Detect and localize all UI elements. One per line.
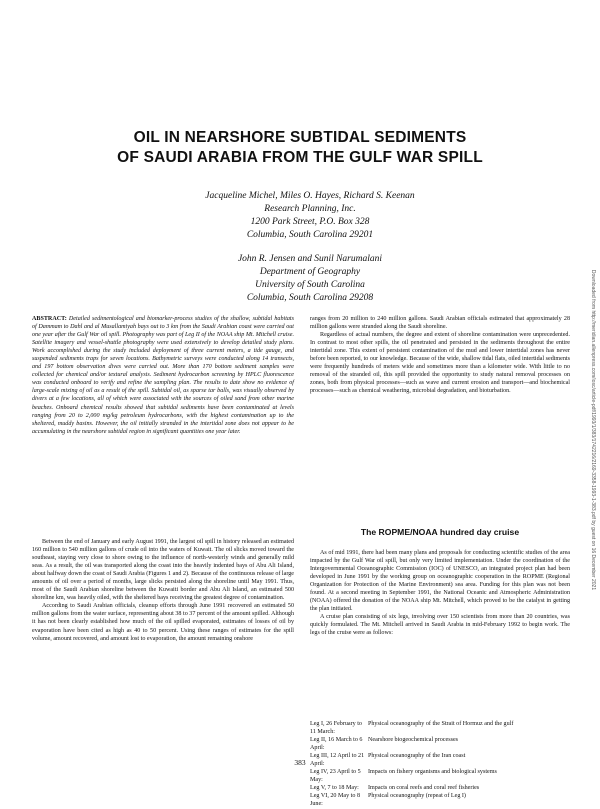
list-item bbox=[310, 768, 570, 784]
leg-label: Leg VI, 20 May to 8 June: bbox=[310, 793, 360, 808]
download-note: Downloaded from http://meridian.allenpress.com/iosc/article-pdf/1993/1/383/1742216/2169-3358-1993-1-383.pdf by guest on 16 December 2021 bbox=[590, 269, 596, 591]
leg-label: Leg II, 16 March to 6 April: bbox=[310, 737, 363, 752]
right-column-top bbox=[310, 315, 570, 395]
address-2: University of South Carolina bbox=[255, 280, 365, 290]
page-number: 383 bbox=[294, 758, 306, 767]
leg-label: Leg III, 12 April to 21 April: bbox=[310, 753, 365, 768]
right-paragraph-3: As of mid 1991, there had been many plans and proposals for conducting scientific studies of the area impacted by the Gulf War oil spill, but only very limited implementation. Under the coordination of the Intergovernmental Oceanographic Commission (IOC) of UNESCO, an integrated project plan had been developed in June 1991 by the working group on oceanographic cooperation in the ROPME (Regional Organization for Protection of the Marine Environment) sea area. Funding for this plan was not been found. At a second meeting in September 1991, the National Oceanic and Atmospheric Administration (NOAA) offered the donation of the NOAA ship Mt. Mitchell, which proved to be the catalyst in getting the plan initiated. bbox=[310, 550, 570, 613]
author-block-1 bbox=[150, 190, 470, 242]
leg-label: Leg V, 7 to 18 May: bbox=[310, 785, 359, 792]
address-1: 1200 Park Street, P.O. Box 328 bbox=[250, 217, 370, 227]
right-column-bottom bbox=[310, 549, 570, 638]
affiliation-2: Department of Geography bbox=[259, 267, 361, 277]
leg-text: Physical oceanography of the Strait of Hormuz and the gulf bbox=[368, 721, 514, 727]
left-column bbox=[32, 315, 294, 436]
list-item bbox=[310, 736, 570, 752]
leg-text: Impacts on fishery organisms and biological systems bbox=[368, 769, 497, 776]
leg-text: Physical oceanography (repeat of Leg I) bbox=[368, 793, 466, 800]
list-item bbox=[310, 792, 570, 808]
leg-text: Physical oceanography of the Iran coast bbox=[368, 753, 466, 760]
leg-label: Leg I, 26 February to 11 March: bbox=[310, 721, 362, 736]
right-paragraph-2: Regardless of actual numbers, the degree and extent of shoreline contamination were unprecedented. In contrast to most other spills, the oil penetrated and persisted in the sediments throughout the entire intertidal zone. This extent of persistent contamination of the mud and lower intertidal zones has never before been reported, to our knowledge. Because of the wide, shallow tidal flats, oiled intertidal sediments were frequently hundreds of meters wide and sometimes more than a kilometer wide. With little to no removal of the stranded oil, this spill provided the opportunity to study natural removal processes on zones, both from physical processes—such as wave and current erosion and transport—and biochemical processes—such as chemical weathering, microbial degradation, and bioturbation. bbox=[310, 332, 570, 395]
leg-text: Impacts on coral reefs and coral reef fisheries bbox=[368, 785, 480, 792]
list-item bbox=[310, 720, 570, 736]
leg-text: Nearshore biogeochemical processes bbox=[368, 737, 459, 744]
intro-paragraph-1: Between the end of January and early August 1991, the largest oil spill in history released an estimated 160 million to 540 million gallons of crude oil into the waters of Kuwait. The oil slicks moved toward the southeast, staying very close to shore owing to the influence of north-westerly winds and generally mild seas. As a result, the oil was transported along the coast into the heavily indented bays of Abu Ali Island, about halfway down the coast of Saudi Arabia (Figures 1 and 2). Because of the continuous release of large amounts of oil over a period of months, large slicks persisted along the shoreline until May 1991. Thus, most of the Saudi Arabian shoreline between the Kuwaiti border and Abu Ali Island, an estimated 500 shoreline km, was heavily oiled, with the sheltered bays receiving the greatest degree of contamination. bbox=[32, 539, 294, 602]
leg-label: Leg IV, 23 April to 5 May: bbox=[310, 769, 361, 784]
affiliation-1: Research Planning, Inc. bbox=[264, 204, 356, 214]
intro-column bbox=[32, 538, 294, 643]
abstract-text: Detailed sedimentological and biomarker-process studies of the shallow, subtidal habitats of Dammam to Dahl and al Musallamiyah bays out to 3 km from the Saudi Arabian coast were carried out one year after the Gulf War oil spill. Photography was part of Leg II of the NOAA ship Mt. Mitchell cruise. Satellite imagery and vessel-shuttle photography were used extensively to develop detailed study plans. Work accomplished during the study included deployment of three current meters, a tide gauge, and suspended sediments traps for seven locations. Bathymetric surveys were conducted along 14 transects, and 197 bottom observation dives were carried out. More than 170 bottom sediment samples were collected for chemical and/or textural analysis. Sediment hydrocarbon screening by HPLC fluorescence was conducted onboard to verify and refine the sampling plan. The results to date show no evidence of large-scale mixing of oil as a result of the spill. Subtidal oil, as sparse tar balls, was visually observed by divers at a few locations, all of which were associated with the sources of oiled sand from other marine beaches. Onboard chemical results showed that subtidal sediments have been contaminated at levels ranging from 20 to 2,000 mg/kg petroleum hydrocarbons, with the highest contamination up to the sheltered, muddy basins. However, the oil initially stranded in the intertidal zone does not appear to be accumulating in the nearshore subtidal region in significant quantities one year later. bbox=[32, 316, 294, 435]
abstract bbox=[32, 315, 294, 436]
author-names-1: Jacqueline Michel, Miles O. Hayes, Richard S. Keenan bbox=[205, 191, 415, 201]
author-names-2: John R. Jensen and Sunil Narumalani bbox=[237, 254, 383, 264]
city-1: Columbia, South Carolina 29201 bbox=[246, 230, 374, 240]
right-paragraph-4: A cruise plan consisting of six legs, involving over 150 scientists from more than 20 countries, was quickly formulated. The Mt. Mitchell arrived in Saudi Arabia in mid-February 1992 to begin work. The legs of the cruise were as follows: bbox=[310, 614, 570, 637]
list-item bbox=[310, 784, 570, 792]
paper-title-line-1: OIL IN NEARSHORE SUBTIDAL SEDIMENTS bbox=[133, 129, 467, 146]
right-paragraph-1: ranges from 20 million to 240 million gallons. Saudi Arabian officials estimated that approximately 28 million gallons were stranded along the Saudi shoreline. bbox=[310, 316, 570, 331]
abstract-label: ABSTRACT: bbox=[32, 316, 67, 322]
download-sidebar bbox=[588, 160, 598, 700]
intro-paragraph-2: According to Saudi Arabian officials, cleanup efforts through June 1991 recovered an estimated 50 million gallons from the water surface, representing about 38 to 37 percent of the amount spilled. Although it has not been clearly established how much of the oil spilled evaporated, estimates of losses of oil by evaporation have been cited as high as 40 to 50 percent. Using these ranges of estimates for the spill volume, amount recovered, and amount lost to evaporation, the amount remaining onshore bbox=[32, 603, 294, 642]
city-2: Columbia, South Carolina 29208 bbox=[246, 293, 374, 303]
author-block-2 bbox=[150, 253, 470, 305]
section-heading: The ROPME/NOAA hundred day cruise bbox=[360, 527, 520, 537]
paper-title-line-2: OF SAUDI ARABIA FROM THE GULF WAR SPILL bbox=[117, 149, 483, 166]
